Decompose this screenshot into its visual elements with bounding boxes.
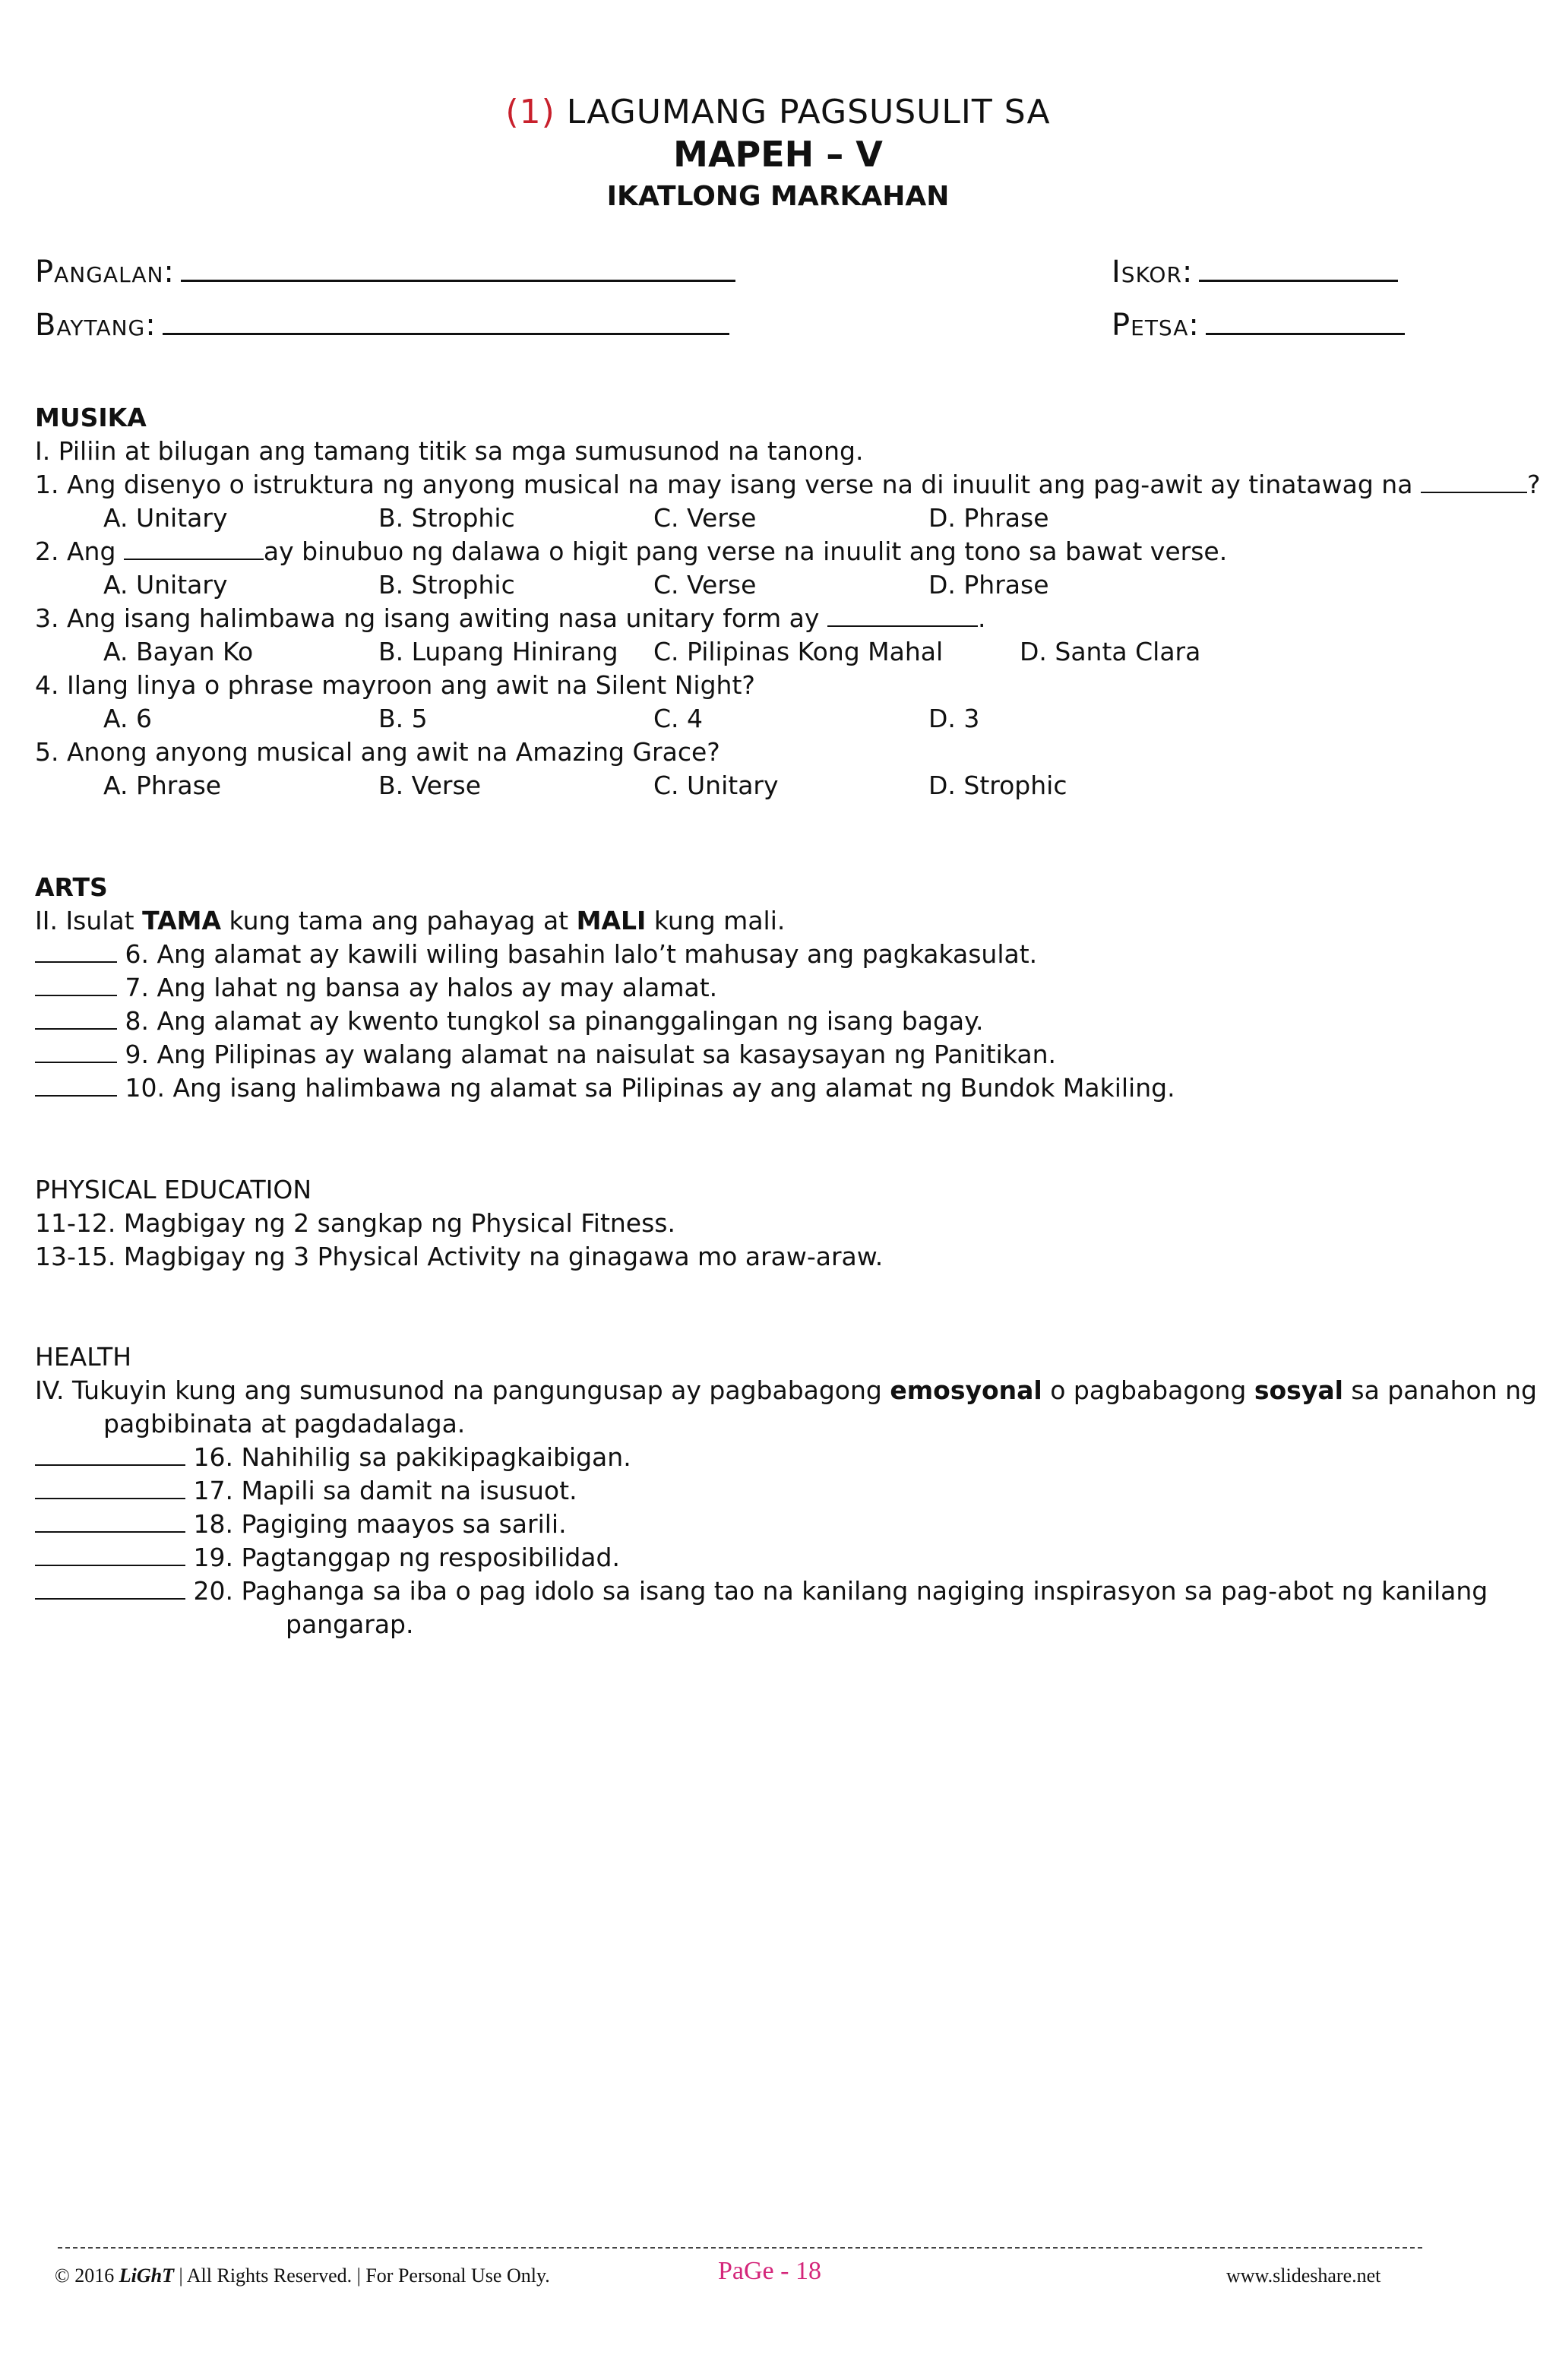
musika-heading: MUSIKA bbox=[35, 403, 147, 432]
q1-option-c[interactable]: C. Verse bbox=[653, 503, 757, 533]
health-instruction-cont: pagbibinata at pagdadalaga. bbox=[103, 1409, 466, 1438]
answer-blank[interactable] bbox=[35, 1072, 117, 1097]
q5-option-c[interactable]: C. Unitary bbox=[653, 771, 779, 800]
health-heading: HEALTH bbox=[35, 1342, 132, 1372]
health-instruction: IV. Tukuyin kung ang sumusunod na pangungusap ay pagbabagong emosyonal o pagbabagong sosyal sa panahon ng bbox=[35, 1375, 1537, 1405]
q3-option-b[interactable]: B. Lupang Hinirang bbox=[378, 637, 618, 666]
question-4: 4. Ilang linya o phrase mayroon ang awit na Silent Night? bbox=[35, 670, 755, 700]
q1-option-b[interactable]: B. Strophic bbox=[378, 503, 515, 533]
score-blank[interactable] bbox=[1199, 254, 1398, 282]
footer-brand: LiGhT bbox=[119, 2264, 174, 2287]
q2-option-c[interactable]: C. Verse bbox=[653, 570, 757, 600]
q1-option-a[interactable]: A. Unitary bbox=[103, 503, 228, 533]
q2-option-b[interactable]: B. Strophic bbox=[378, 570, 515, 600]
footer-copyright: © 2016 LiGhT | All Rights Reserved. | For Personal Use Only. bbox=[55, 2264, 550, 2287]
answer-blank[interactable] bbox=[35, 1542, 185, 1566]
q3-option-d[interactable]: D. Santa Clara bbox=[1020, 637, 1201, 666]
worksheet-title bbox=[0, 93, 1556, 131]
name-label: Pangalan: bbox=[35, 255, 175, 290]
question-1: 1. Ang disenyo o istruktura ng anyong musical na may isang verse na di inuulit ang pag-awit ay tinatawag na ? bbox=[35, 470, 1541, 499]
q3-option-c[interactable]: C. Pilipinas Kong Mahal bbox=[653, 637, 944, 666]
answer-blank[interactable] bbox=[35, 1575, 185, 1600]
health-item-16: 16. Nahihilig sa pakikipagkaibigan. bbox=[35, 1441, 631, 1474]
arts-item-7: 7. Ang lahat ng bansa ay halos ay may alamat. bbox=[35, 971, 717, 1005]
date-field[interactable] bbox=[1112, 307, 1405, 343]
health-item-17: 17. Mapili sa damit na isusuot. bbox=[35, 1474, 577, 1508]
health-item-20: 20. Paghanga sa iba o pag idolo sa isang tao na kanilang nagiging inspirasyon sa pag-abot ng kanilang bbox=[35, 1575, 1488, 1608]
q1-blank[interactable] bbox=[1421, 469, 1527, 493]
health-item-18: 18. Pagiging maayos sa sarili. bbox=[35, 1508, 567, 1541]
title-number: (1) bbox=[505, 93, 555, 131]
grade-blank[interactable] bbox=[163, 307, 729, 335]
name-field[interactable] bbox=[35, 254, 735, 290]
musika-instruction: I. Piliin at bilugan ang tamang titik sa mga sumusunod na tanong. bbox=[35, 436, 864, 466]
arts-item-10: 10. Ang isang halimbawa ng alamat sa Pilipinas ay ang alamat ng Bundok Makiling. bbox=[35, 1071, 1175, 1105]
pe-item-11-12: 11-12. Magbigay ng 2 sangkap ng Physical Fitness. bbox=[35, 1208, 675, 1238]
answer-blank[interactable] bbox=[35, 1508, 185, 1533]
q4-option-a[interactable]: A. 6 bbox=[103, 704, 152, 733]
health-item-20-cont: pangarap. bbox=[286, 1609, 414, 1639]
q4-option-d[interactable]: D. 3 bbox=[928, 704, 980, 733]
footer-divider bbox=[58, 2247, 1422, 2249]
pe-heading: PHYSICAL EDUCATION bbox=[35, 1175, 312, 1204]
q1-option-d[interactable]: D. Phrase bbox=[928, 503, 1049, 533]
page-number: PaGe - 18 bbox=[718, 2257, 821, 2285]
q3-option-a[interactable]: A. Bayan Ko bbox=[103, 637, 254, 666]
date-blank[interactable] bbox=[1206, 307, 1405, 335]
q2-option-d[interactable]: D. Phrase bbox=[928, 570, 1049, 600]
footer-site[interactable]: www.slideshare.net bbox=[1226, 2264, 1381, 2287]
arts-item-8: 8. Ang alamat ay kwento tungkol sa pinanggalingan ng isang bagay. bbox=[35, 1005, 983, 1038]
quarter-title: IKATLONG MARKAHAN bbox=[606, 181, 950, 212]
q2-option-a[interactable]: A. Unitary bbox=[103, 570, 228, 600]
score-field[interactable] bbox=[1112, 254, 1398, 290]
q4-option-c[interactable]: C. 4 bbox=[653, 704, 704, 733]
q5-option-a[interactable]: A. Phrase bbox=[103, 771, 222, 800]
answer-blank[interactable] bbox=[35, 1039, 117, 1063]
answer-blank[interactable] bbox=[35, 1005, 117, 1030]
question-3: 3. Ang isang halimbawa ng isang awiting nasa unitary form ay . bbox=[35, 603, 986, 633]
arts-instruction: II. Isulat TAMA kung tama ang pahayag at MALI kung mali. bbox=[35, 906, 786, 935]
arts-item-6: 6. Ang alamat ay kawili wiling basahin lalo’t mahusay ang pagkakasulat. bbox=[35, 938, 1037, 971]
q2-blank[interactable] bbox=[124, 536, 264, 560]
answer-blank[interactable] bbox=[35, 972, 117, 996]
answer-blank[interactable] bbox=[35, 1475, 185, 1499]
question-5: 5. Anong anyong musical ang awit na Amazing Grace? bbox=[35, 737, 720, 767]
answer-blank[interactable] bbox=[35, 938, 117, 963]
title-text: LAGUMANG PAGSUSULIT SA bbox=[566, 93, 1051, 131]
grade-label: Baytang: bbox=[35, 308, 157, 343]
question-2: 2. Ang ay binubuo ng dalawa o higit pang verse na inuulit ang tono sa bawat verse. bbox=[35, 536, 1228, 566]
arts-item-9: 9. Ang Pilipinas ay walang alamat na naisulat sa kasaysayan ng Panitikan. bbox=[35, 1038, 1056, 1071]
pe-item-13-15: 13-15. Magbigay ng 3 Physical Activity na ginagawa mo araw-araw. bbox=[35, 1242, 884, 1271]
health-item-19: 19. Pagtanggap ng resposibilidad. bbox=[35, 1541, 620, 1575]
subject-title: MAPEH – V bbox=[673, 134, 883, 175]
q5-option-d[interactable]: D. Strophic bbox=[928, 771, 1067, 800]
q3-blank[interactable] bbox=[827, 603, 978, 627]
q5-option-b[interactable]: B. Verse bbox=[378, 771, 481, 800]
grade-field[interactable] bbox=[35, 307, 729, 343]
arts-heading: ARTS bbox=[35, 872, 108, 902]
date-label: Petsa: bbox=[1112, 308, 1200, 343]
answer-blank[interactable] bbox=[35, 1442, 185, 1466]
q4-option-b[interactable]: B. 5 bbox=[378, 704, 428, 733]
name-blank[interactable] bbox=[181, 254, 735, 282]
score-label: Iskor: bbox=[1112, 255, 1194, 290]
